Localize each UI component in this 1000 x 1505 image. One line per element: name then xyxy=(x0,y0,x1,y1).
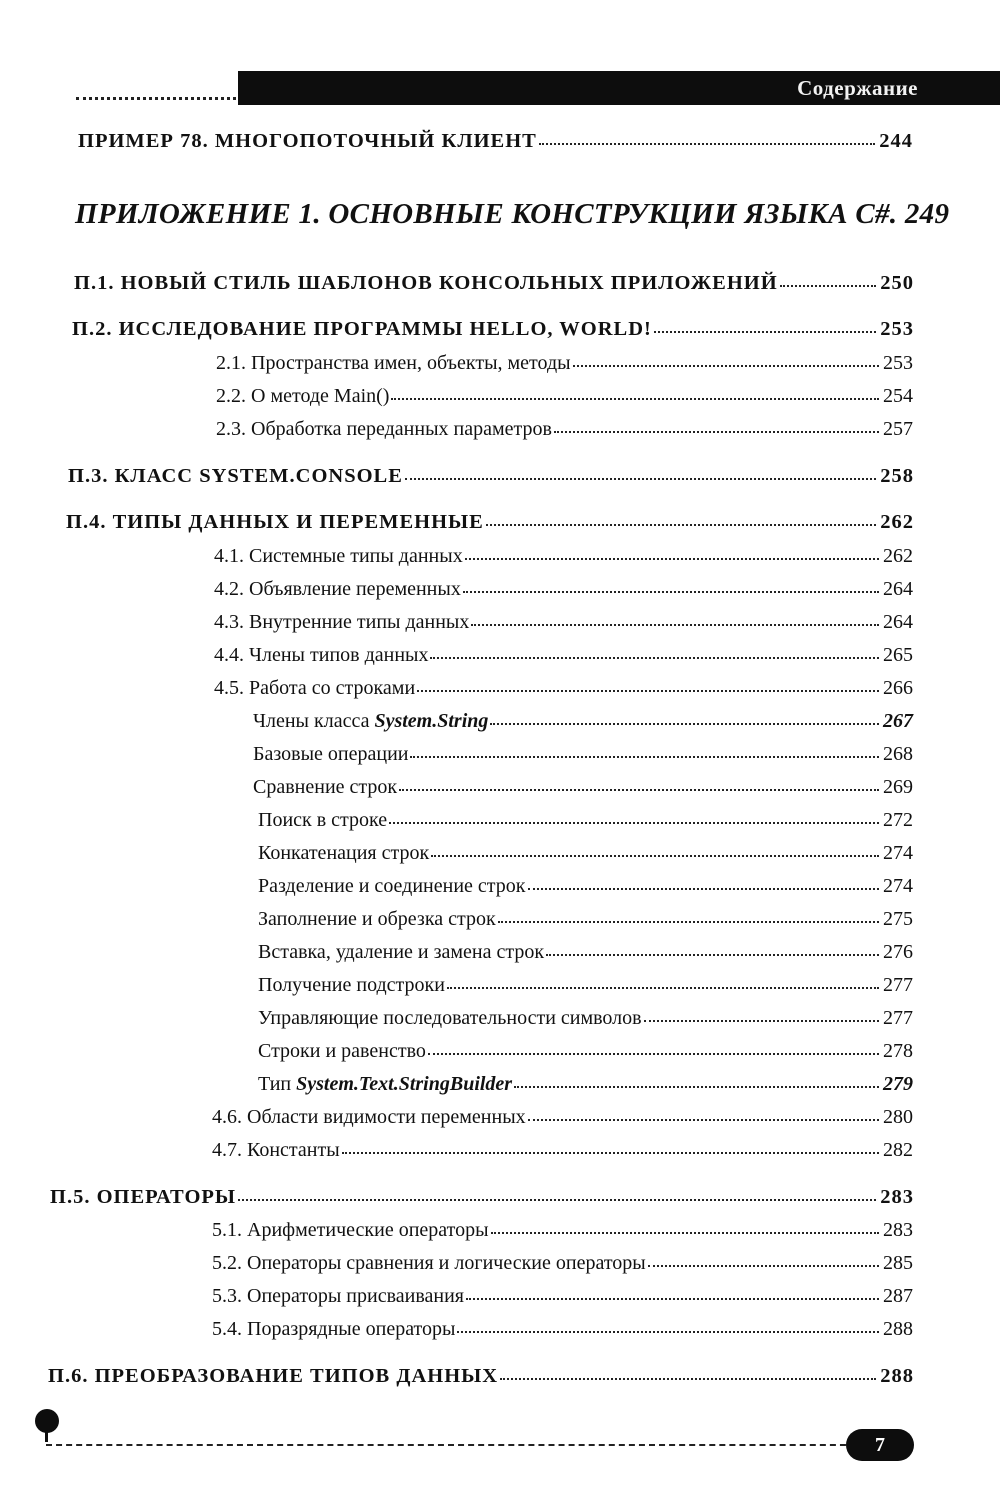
dot-leader xyxy=(238,1199,876,1201)
toc-subitem[interactable] xyxy=(258,908,913,931)
toc-item-page: 262 xyxy=(883,545,913,567)
toc-item-page: 277 xyxy=(883,1007,913,1029)
toc-subitem[interactable] xyxy=(258,1007,913,1030)
toc-section-page: 250 xyxy=(880,272,914,294)
dot-leader xyxy=(389,822,879,824)
toc-section-p5[interactable] xyxy=(50,1186,914,1209)
toc-section-p2[interactable] xyxy=(72,318,914,341)
toc-item-page: 277 xyxy=(883,974,913,996)
dot-leader xyxy=(654,331,876,333)
toc-item-label: Разделение и соединение строк xyxy=(258,875,526,897)
toc-item-label: Поиск в строке xyxy=(258,809,388,831)
toc-item-page: 254 xyxy=(883,385,913,407)
toc-item-page: 278 xyxy=(883,1040,913,1062)
dot-leader xyxy=(471,624,879,626)
toc-item-label: Строки и равенство xyxy=(258,1040,426,1062)
toc-item-page: 283 xyxy=(883,1219,913,1241)
toc-item-page: 267 xyxy=(883,710,913,732)
dot-leader xyxy=(465,558,879,560)
toc-section-label: П.1. НОВЫЙ СТИЛЬ ШАБЛОНОВ КОНСОЛЬНЫХ ПРИЛОЖЕНИЙ xyxy=(74,272,778,294)
toc-item-5-2[interactable] xyxy=(212,1252,913,1275)
toc-item-label: 2.2. О методе Main() xyxy=(216,385,390,407)
dot-leader xyxy=(342,1152,879,1154)
toc-item-label: Заполнение и обрезка строк xyxy=(258,908,496,930)
toc-item-label: 4.4. Члены типов данных xyxy=(214,644,429,666)
dot-leader xyxy=(490,723,879,725)
toc-subitem[interactable] xyxy=(258,974,913,997)
toc-subitem[interactable] xyxy=(258,1040,913,1063)
toc-item-label: Конкатенация строк xyxy=(258,842,430,864)
toc-entry-label: ПРИМЕР 78. МНОГОПОТОЧНЫЙ КЛИЕНТ xyxy=(78,130,537,152)
dot-leader xyxy=(447,987,879,989)
toc-item-page: 280 xyxy=(883,1106,913,1128)
toc-item-label: 5.1. Арифметические операторы xyxy=(212,1219,489,1241)
toc-section-page: 258 xyxy=(880,465,914,487)
dot-leader xyxy=(410,756,879,758)
toc-item-2-2[interactable] xyxy=(216,385,913,408)
dot-leader xyxy=(405,478,876,480)
toc-item-label: Сравнение строк xyxy=(253,776,398,798)
toc-section-page: 262 xyxy=(880,511,914,533)
toc-item-label: Базовые операции xyxy=(253,743,409,765)
toc-subitem-system-string[interactable] xyxy=(253,710,913,733)
toc-item-4-2[interactable] xyxy=(214,578,913,601)
toc-item-page: 274 xyxy=(883,842,913,864)
toc-item-page: 257 xyxy=(883,418,913,440)
dot-leader xyxy=(463,591,879,593)
dot-leader xyxy=(528,888,880,890)
toc-section-p4[interactable] xyxy=(66,511,914,534)
toc-item-4-4[interactable] xyxy=(214,644,913,667)
toc-item-4-6[interactable] xyxy=(212,1106,913,1129)
toc-subitem[interactable] xyxy=(258,875,913,898)
toc-subitem[interactable] xyxy=(258,941,913,964)
toc-item-page: 264 xyxy=(883,611,913,633)
toc-item-page: 253 xyxy=(883,352,913,374)
toc-section-page: 288 xyxy=(880,1365,914,1387)
toc-item-2-3[interactable] xyxy=(216,418,913,441)
toc-item-2-1[interactable] xyxy=(216,352,913,375)
dot-leader xyxy=(573,365,879,367)
dot-leader xyxy=(780,285,877,287)
toc-section-label: П.6. ПРЕОБРАЗОВАНИЕ ТИПОВ ДАННЫХ xyxy=(48,1365,499,1387)
dot-leader xyxy=(514,1086,879,1088)
toc-item-label: 2.3. Обработка переданных параметров xyxy=(216,418,552,440)
dot-leader xyxy=(399,789,879,791)
dot-leader xyxy=(417,690,879,692)
toc-item-4-5[interactable] xyxy=(214,677,913,700)
toc-section-label: П.5. ОПЕРАТОРЫ xyxy=(50,1186,237,1208)
toc-item-label: 4.1. Системные типы данных xyxy=(214,545,463,567)
toc-section-label: П.4. ТИПЫ ДАННЫХ И ПЕРЕМЕННЫЕ xyxy=(66,511,484,533)
dot-leader xyxy=(648,1265,879,1267)
toc-item-label: 5.4. Поразрядные операторы xyxy=(212,1318,456,1340)
toc-item-label: Получение подстроки xyxy=(258,974,445,996)
dot-leader xyxy=(431,855,879,857)
toc-item-page: 266 xyxy=(883,677,913,699)
toc-entry-page: 244 xyxy=(879,130,913,152)
dot-leader xyxy=(498,921,879,923)
toc-item-label: Управляющие последовательности символов xyxy=(258,1007,642,1029)
toc-item-label: 4.7. Константы xyxy=(212,1139,340,1161)
toc-subitem[interactable] xyxy=(258,842,913,865)
toc-subitem-stringbuilder[interactable] xyxy=(258,1073,913,1096)
toc-section-p6[interactable] xyxy=(48,1365,914,1388)
toc-section-p3[interactable] xyxy=(68,465,914,488)
dot-leader xyxy=(391,398,879,400)
toc-subitem[interactable] xyxy=(253,743,913,766)
toc-item-page: 275 xyxy=(883,908,913,930)
toc-item-label: 4.6. Области видимости переменных xyxy=(212,1106,526,1128)
toc-item-page: 274 xyxy=(883,875,913,897)
toc-item-label: 5.2. Операторы сравнения и логические операторы xyxy=(212,1252,646,1274)
toc-item-page: 276 xyxy=(883,941,913,963)
toc-item-label: 2.1. Пространства имен, объекты, методы xyxy=(216,352,571,374)
toc-item-4-7[interactable] xyxy=(212,1139,913,1162)
toc-item-page: 272 xyxy=(883,809,913,831)
dot-leader xyxy=(546,954,879,956)
toc-item-label: 4.3. Внутренние типы данных xyxy=(214,611,470,633)
toc-item-label: 4.5. Работа со строками xyxy=(214,677,416,699)
footer-bullet-stem xyxy=(45,1430,48,1442)
toc-item-5-3[interactable] xyxy=(212,1285,913,1308)
toc-item-page: 265 xyxy=(883,644,913,666)
toc-item-5-4[interactable] xyxy=(212,1318,913,1341)
dot-leader xyxy=(428,1053,879,1055)
dot-leader xyxy=(644,1020,879,1022)
toc-entry-example-78[interactable] xyxy=(78,130,913,153)
dot-leader xyxy=(500,1378,876,1380)
dot-leader xyxy=(539,143,875,145)
toc-item-label: Тип System.Text.StringBuilder xyxy=(258,1073,513,1095)
toc-item-page: 282 xyxy=(883,1139,913,1161)
dot-leader xyxy=(554,431,879,433)
toc-item-4-3[interactable] xyxy=(214,611,913,634)
toc-subitem[interactable] xyxy=(258,809,913,832)
toc-item-page: 264 xyxy=(883,578,913,600)
toc-item-page: 269 xyxy=(883,776,913,798)
toc-section-p1[interactable] xyxy=(74,272,914,295)
toc-section-page: 253 xyxy=(880,318,914,340)
toc-item-label: 4.2. Объявление переменных xyxy=(214,578,461,600)
dot-leader xyxy=(528,1119,879,1121)
dot-leader xyxy=(491,1232,879,1234)
toc-section-page: 283 xyxy=(880,1186,914,1208)
toc-item-label: Члены класса System.String xyxy=(253,710,489,732)
toc-section-label: П.2. ИССЛЕДОВАНИЕ ПРОГРАММЫ HELLO, WORLD! xyxy=(72,318,652,340)
toc-item-page: 285 xyxy=(883,1252,913,1274)
toc-item-label: 5.3. Операторы присваивания xyxy=(212,1285,465,1307)
dot-leader xyxy=(430,657,879,659)
toc-item-page: 287 xyxy=(883,1285,913,1307)
toc-section-label: П.3. КЛАСС SYSTEM.CONSOLE xyxy=(68,465,403,487)
dot-leader xyxy=(457,1331,879,1333)
footer-dashed-rule xyxy=(46,1444,856,1446)
toc-item-page: 268 xyxy=(883,743,913,765)
toc-subitem[interactable] xyxy=(253,776,913,799)
appendix-title: ПРИЛОЖЕНИЕ 1. ОСНОВНЫЕ КОНСТРУКЦИИ ЯЗЫКА С#. 249 xyxy=(75,198,950,230)
toc-item-5-1[interactable] xyxy=(212,1219,913,1242)
toc-item-page: 279 xyxy=(883,1073,913,1095)
header-dotted-rule xyxy=(76,97,236,100)
toc-item-label: Вставка, удаление и замена строк xyxy=(258,941,545,963)
toc-item-page: 288 xyxy=(883,1318,913,1340)
toc-item-4-1[interactable] xyxy=(214,545,913,568)
dot-leader xyxy=(466,1298,879,1300)
running-header: Содержание xyxy=(238,71,1000,105)
dot-leader xyxy=(486,524,876,526)
page-number-badge: 7 xyxy=(846,1429,914,1461)
